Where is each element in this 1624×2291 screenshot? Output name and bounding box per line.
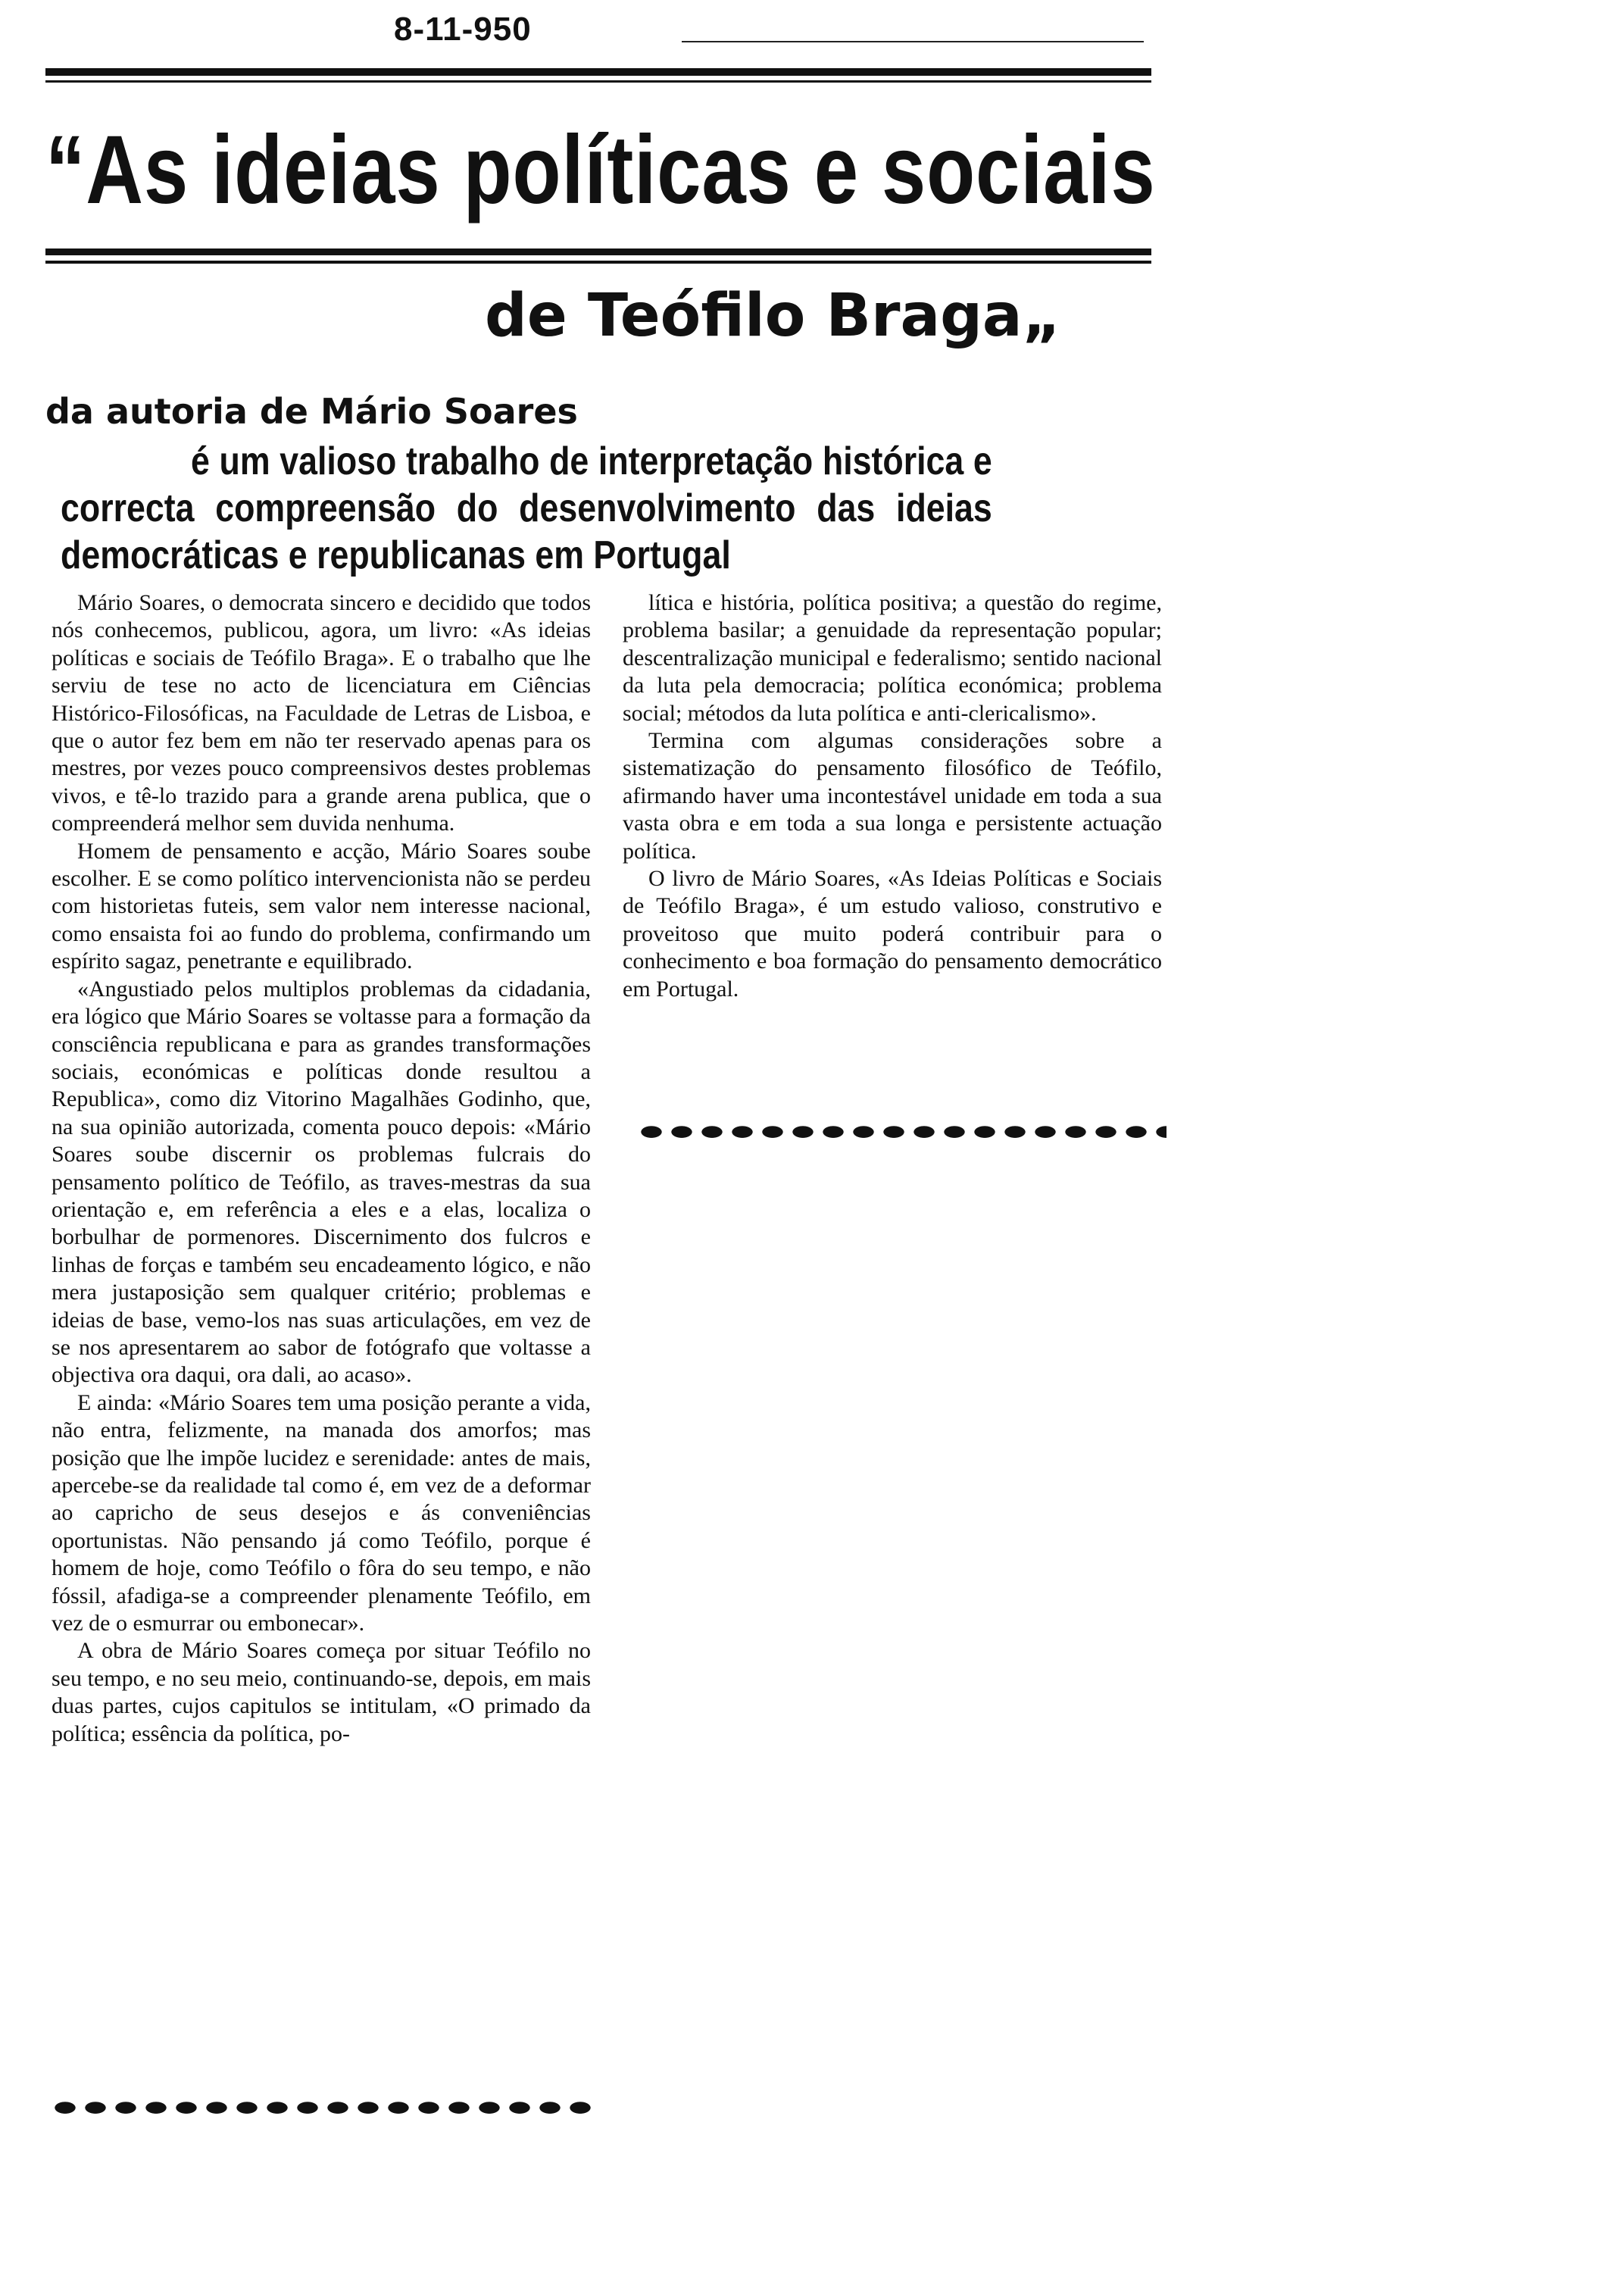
paragraph: «Angustiado pelos multiplos problemas da cidadania, era lógico que Mário Soares se voltasse para a formação da consciência republicana e para as grandes transformações sociais, económicas e políticas donde resultou a Republica», como diz Vitorino Magalhães Godinho, que, na sua opinião autorizada, comenta pouco depois: «Mário Soares soube discernir os problemas fulcrais do pensamento político de Teófilo, as traves-mestras da sua orientação e, em referência a eles e a elas, localiza o borbulhar de pormenores. Discernimento dos fulcros e linhas de forças e também seu encadeamento lógico, e não mera justaposição sem qualquer critério; problemas e ideias de base, vemo-los nas suas articulações, em vez de se nos apresentarem ao sabor de fotógrafo que voltasse a objectiva ora daqui, ora dali, ao acaso».	[52, 976, 591, 1388]
mid-rule-thin	[45, 261, 1151, 264]
article-column-right	[623, 589, 1162, 1003]
paragraph: lítica e história, política positiva; a questão do regime, problema basilar; a genuidade da representação popular; descentralização municipal e federalismo; sentido nacional da luta pela democracia; política económica; problema social; métodos da luta política e anti-clericalismo».	[623, 590, 1162, 726]
ornament-rule-right	[636, 1123, 1166, 1139]
mid-rule-thick	[45, 248, 1151, 255]
publication-date: 8-11-950	[394, 11, 532, 48]
date-rule	[682, 41, 1144, 42]
paragraph: O livro de Mário Soares, «As Ideias Políticas e Sociais de Teófilo Braga», é um estudo valioso, construtivo e proveitoso que muito poderá contribuir para o conhecimento e boa formação do pensamento democrático em Portugal.	[623, 866, 1162, 1002]
article-column-left	[52, 589, 591, 1748]
deck-subheading: é um valioso trabalho de interpretação histórica e correcta compreensão do desenvolvimento das ideias democráticas e republicanas em Portugal	[61, 439, 992, 577]
byline: da autoria de Mário Soares	[45, 391, 578, 432]
headline: “As ideias políticas e sociais	[45, 116, 1156, 224]
headline-continuation: de Teófilo Braga„	[485, 282, 1061, 350]
paragraph: Mário Soares, o democrata sincero e decidido que todos nós conhecemos, publicou, agora, um livro: «As ideias políticas e sociais de Teófilo Braga». E o trabalho que lhe serviu de tese no acto de licenciatura em Ciências Histórico-Filosóficas, na Faculdade de Letras de Lisboa, e que o autor fez bem em não ter reservado apenas para os mestres, por vezes pouco compreensivos destes problemas vivos, e tê-lo trazido para a grande arena publica, que o compreenderá melhor sem duvida nenhuma.	[52, 590, 591, 836]
ornament-rule-left	[50, 2099, 595, 2115]
paragraph: E ainda: «Mário Soares tem uma posição perante a vida, não entra, felizmente, na manada dos amorfos; mas posição que lhe impõe lucidez e serenidade: antes de mais, apercebe-se da realidade tal como é, em vez de a deformar ao capricho de seus desejos e ás conveniências oportunistas. Não pensando já como Teófilo, porque é homem de hoje, como Teófilo o fôra do seu tempo, e não fóssil, afadiga-se a compreender plenamente Teófilo, em vez de o esmurrar ou embonecar».	[52, 1389, 591, 1636]
paragraph: Homem de pensamento e acção, Mário Soares soube escolher. E se como político intervencionista não se perdeu com historietas futeis, sem valor nem interesse nacional, como ensaista foi ao fundo do problema, confirmando um espírito sagaz, penetrante e equilibrado.	[52, 838, 591, 974]
paragraph: A obra de Mário Soares começa por situar Teófilo no seu tempo, e no seu meio, continuando-se, depois, em mais duas partes, cujos capitulos se intitulam, «O primado da política; essência da política, po-	[52, 1638, 591, 1746]
top-rule-thin	[45, 80, 1151, 83]
paragraph: Termina com algumas considerações sobre a sistematização do pensamento filosófico de Teófilo, afirmando haver uma incontestável unidade em toda a sua vasta obra e em toda a sua longa e persistente actuação política.	[623, 728, 1162, 864]
top-rule-thick	[45, 68, 1151, 76]
